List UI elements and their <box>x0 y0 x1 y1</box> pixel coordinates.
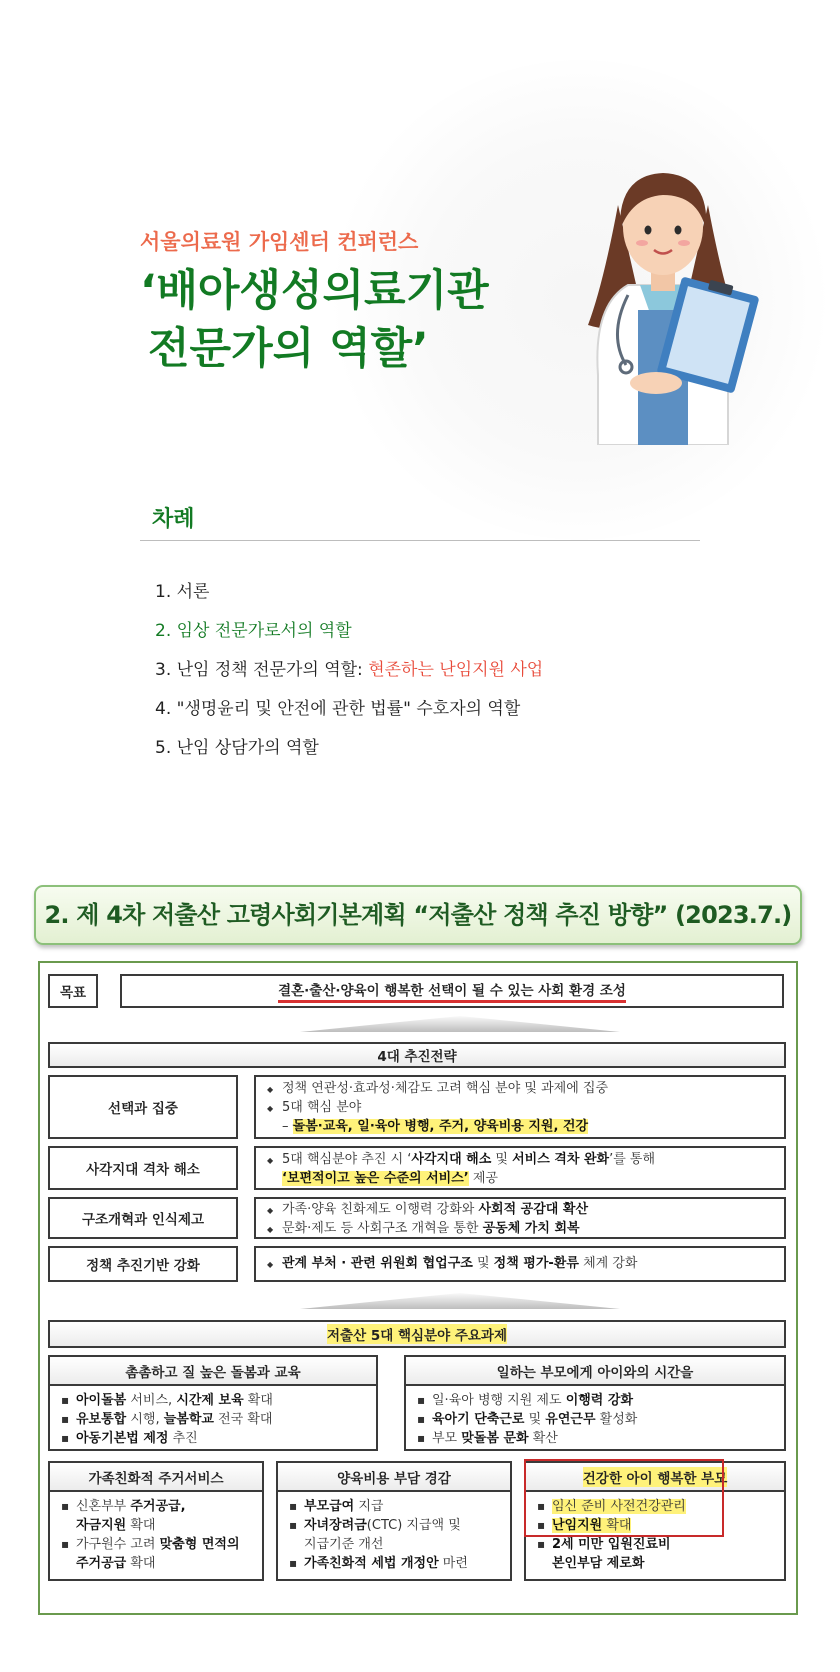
core-area-box <box>404 1355 786 1451</box>
highlight-text: 돌봄·교육, 일·육아 병행, 주거, 양육비용 지원, 건강 <box>292 1119 589 1134</box>
text: 가족·양육 친화제도 이행력 강화와 <box>282 1202 479 1217</box>
text: 부모 <box>432 1431 462 1446</box>
bullet-item <box>265 1150 778 1169</box>
bullet-item <box>59 1429 370 1448</box>
bullet-item <box>265 1219 778 1238</box>
text: 가구원수 고려 <box>76 1537 160 1552</box>
text: 및 <box>491 1152 513 1167</box>
text: 시행, <box>126 1412 164 1427</box>
bullet-item <box>265 1169 778 1188</box>
bullet-item <box>59 1497 256 1535</box>
strategy-label: 선택과 집중 <box>48 1075 238 1139</box>
up-arrow <box>300 1293 620 1309</box>
strategy-detail <box>254 1146 786 1190</box>
text: 주거공급 <box>76 1556 127 1571</box>
toc-item <box>155 657 543 696</box>
bullet-item <box>287 1497 504 1516</box>
bullet-item <box>265 1117 778 1136</box>
core-header-text: 저출산 5대 핵심분야 주요과제 <box>327 1324 507 1344</box>
text: 맞춤형 면적의 <box>159 1537 240 1552</box>
bullet-item <box>265 1254 778 1273</box>
text: 사각지대 해소 <box>411 1152 492 1167</box>
goal-box <box>120 974 784 1008</box>
text: 자녀장려금 <box>304 1518 367 1533</box>
text: 사회적 공감대 확산 <box>478 1202 589 1217</box>
text: ’를 통해 <box>609 1152 656 1167</box>
strategy-label: 구조개혁과 인식제고 <box>48 1197 238 1239</box>
highlight-text: 난임지원 <box>552 1518 603 1533</box>
toc-list <box>155 579 543 774</box>
text: 확대 <box>243 1393 273 1408</box>
text: 마련 <box>438 1556 468 1571</box>
dash: – <box>282 1119 293 1134</box>
text: 및 <box>524 1412 546 1427</box>
bullet-item <box>59 1535 256 1573</box>
text: 지급 <box>354 1499 384 1514</box>
toc-item-text: 3. 난임 정책 전문가의 역할: <box>155 660 369 680</box>
text: 일·육아 병행 지원 제도 <box>432 1393 566 1408</box>
goal-label: 목표 <box>48 974 98 1008</box>
bullet-item: ◆ 정책 연관성·효과성·체감도 고려 핵심 분야 및 과제에 집중 <box>265 1079 778 1098</box>
strategy-detail <box>254 1197 786 1239</box>
text: 맞돌봄 문화 <box>461 1431 529 1446</box>
conference-subtitle: 서울의료원 가임센터 컨퍼런스 <box>140 230 419 254</box>
highlight-text: 확대 <box>602 1518 632 1533</box>
text: 2세 미만 입원진료비 <box>552 1537 671 1552</box>
text: 관계 부처 · 관련 위원회 협업구조 <box>282 1256 473 1271</box>
text: 육아기 단축근로 <box>432 1412 525 1427</box>
bullet-item <box>287 1516 504 1554</box>
strategy-label: 정책 추진기반 강화 <box>48 1246 238 1282</box>
goal-text: 결혼·출산·양육이 행복한 선택이 될 수 있는 사회 환경 조성 <box>278 979 626 1003</box>
text: 부모급여 <box>304 1499 355 1514</box>
strategy-label: 사각지대 격차 해소 <box>48 1146 238 1190</box>
bullet-item <box>415 1429 778 1448</box>
text: (CTC) 지급액 및 <box>366 1518 461 1533</box>
core-area-box <box>276 1461 512 1581</box>
core-area-title: 양육비용 부담 경감 <box>278 1463 510 1492</box>
core-area-title: 가족친화적 주거서비스 <box>50 1463 262 1492</box>
doctor-with-clipboard-illustration <box>548 135 778 445</box>
toc-item: 1. 서론 <box>155 582 210 602</box>
core-area-title: 건강한 아이 행복한 부모 <box>583 1467 728 1487</box>
bullet-item <box>535 1535 778 1573</box>
toc-item: 2. 임상 전문가로서의 역할 <box>155 621 352 641</box>
text: 활성화 <box>595 1412 638 1427</box>
text: 자금지원 <box>76 1518 127 1533</box>
toc-item: 4. "생명윤리 및 안전에 관한 법률" 수호자의 역할 <box>155 699 521 719</box>
toc-item-highlight: 현존하는 난임지원 사업 <box>368 660 544 680</box>
text: 시간제 보육 <box>176 1393 244 1408</box>
text: 5대 핵심분야 추진 시 ‘ <box>282 1152 412 1167</box>
toc-divider <box>140 540 700 541</box>
strategy-header: 4대 추진전략 <box>48 1042 786 1068</box>
text: 주거공급, <box>130 1499 186 1514</box>
text: 추진 <box>168 1431 198 1446</box>
text: 전국 확대 <box>213 1412 273 1427</box>
up-arrow <box>300 1016 620 1032</box>
text: 서비스, <box>126 1393 177 1408</box>
text: 제공 <box>468 1171 498 1186</box>
bullet-item <box>415 1410 778 1429</box>
text: 본인부담 제로화 <box>552 1556 645 1571</box>
strategy-detail <box>254 1246 786 1282</box>
plan-diagram <box>38 961 798 1615</box>
text: 서비스 격차 완화 <box>512 1152 610 1167</box>
text: 아이돌봄 <box>76 1393 127 1408</box>
text: 아동기본법 제정 <box>76 1431 169 1446</box>
highlight-text: 임신 준비 사전건강관리 <box>552 1499 686 1514</box>
text: 늘봄학교 <box>163 1412 214 1427</box>
toc-heading: 차례 <box>152 507 195 532</box>
text: 확대 <box>126 1556 156 1571</box>
bullet-item: ◆ 5대 핵심 분야 <box>265 1098 778 1117</box>
section-banner: 2. 제 4차 저출산 고령사회기본계획 “저출산 정책 추진 방향” (2023.7.) <box>34 885 802 945</box>
emphasis-box <box>524 1459 724 1537</box>
strategy-detail <box>254 1075 786 1139</box>
text: 유연근무 <box>545 1412 596 1427</box>
bullet-item <box>59 1410 370 1429</box>
core-area-title: 일하는 부모에게 아이와의 시간을 <box>406 1357 784 1386</box>
core-area-box <box>48 1355 378 1451</box>
text: 및 <box>472 1256 494 1271</box>
title-line-2: 전문가의 역할’ <box>148 324 429 374</box>
bullet-item <box>265 1200 778 1219</box>
text: 이행력 강화 <box>565 1393 634 1408</box>
toc-item: 5. 난임 상담가의 역할 <box>155 738 319 758</box>
highlight-text: ‘보편적이고 높은 수준의 서비스’ <box>282 1171 469 1186</box>
text: 정책 평가-환류 <box>493 1256 579 1271</box>
core-header <box>48 1320 786 1348</box>
text: 확산 <box>528 1431 558 1446</box>
text: 지급기준 개선 <box>304 1537 384 1552</box>
page-title <box>140 262 489 378</box>
bullet-item <box>415 1391 778 1410</box>
text: 확대 <box>126 1518 156 1533</box>
text: 유보통합 <box>76 1412 127 1427</box>
text: 가족친화적 세법 개정안 <box>304 1556 439 1571</box>
text: 공동체 가치 회복 <box>482 1221 580 1236</box>
bullet-item <box>287 1554 504 1573</box>
text: 문화·제도 등 사회구조 개혁을 통한 <box>282 1221 483 1236</box>
core-area-title: 촘촘하고 질 높은 돌봄과 교육 <box>50 1357 376 1386</box>
text: 신혼부부 <box>76 1499 131 1514</box>
text: 체계 강화 <box>578 1256 638 1271</box>
bullet-item <box>59 1391 370 1410</box>
core-area-box <box>48 1461 264 1581</box>
title-line-1: ‘배아생성의료기관 <box>140 266 489 316</box>
